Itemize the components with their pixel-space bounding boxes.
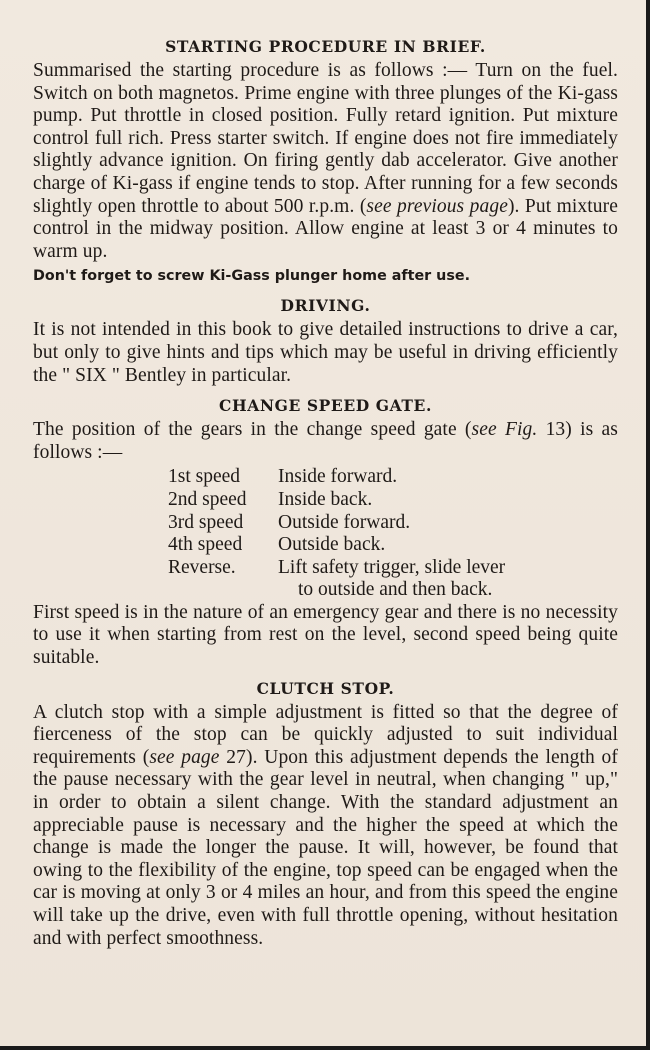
starting-ref: see previous page xyxy=(366,195,508,217)
kigass-note: Don't forget to screw Ki-Gass plunger home after use. xyxy=(33,268,470,285)
gate-fig-ref: see Fig. xyxy=(471,419,538,441)
gear-desc: Inside back. xyxy=(278,488,373,510)
gear-row xyxy=(33,534,618,557)
driving-paragraph: It is not intended in this book to give detailed instructions to drive a car, but only to give hints and tips which may be useful in driving efficiently the " SIX " Bentley in particular. xyxy=(33,319,618,386)
gate-after-paragraph: First speed is in the nature of an emergency gear and there is no necessity to use it when starting from rest on the level, second speed being quite suitable. xyxy=(33,601,618,669)
gear-name: 3rd speed xyxy=(168,511,244,533)
page-content xyxy=(33,34,618,950)
gear-name: 2nd speed xyxy=(168,488,247,510)
gear-name: 4th speed xyxy=(168,534,243,556)
section-title-gate: CHANGE SPEED GATE. xyxy=(219,396,432,416)
section-title-clutch: CLUTCH STOP. xyxy=(256,678,395,698)
clutch-body-end: 27). Upon this adjustment depends the length of the pause necessary with the gear level in neutral, when changing " up," in order to obtain a silent change. With the standard adjustment an appreciable pause is necessary and the higher the speed at which the change is made the longer the pause. It will, however, be found that owing to the flexibility of the engine, top speed can be engaged when the car is moving at only 3 or 4 miles an hour, and from this speed the engine will take up the drive, even with full throttle opening, without hesitation and with perfect smoothness. xyxy=(33,746,618,949)
gear-desc: Outside forward. xyxy=(278,511,411,533)
gear-row xyxy=(33,557,618,580)
section-title-starting: STARTING PROCEDURE IN BRIEF. xyxy=(165,37,486,56)
gate-intro xyxy=(33,419,618,464)
section-title-driving: DRIVING. xyxy=(280,296,371,316)
gear-desc: Lift safety trigger, slide lever xyxy=(278,556,506,578)
gear-table xyxy=(33,466,618,602)
gear-name: 1st speed xyxy=(168,466,241,488)
starting-paragraph xyxy=(33,60,618,263)
gear-desc: Inside forward. xyxy=(278,466,398,488)
gear-name: Reverse. xyxy=(168,556,236,578)
clutch-paragraph xyxy=(33,702,618,951)
starting-body-end: ). Put mixture control in the midway position. Allow engine at least 3 or 4 minutes to warm up. xyxy=(33,195,618,262)
gear-row xyxy=(33,466,618,489)
reverse-continuation: to outside and then back. xyxy=(298,579,493,601)
gear-row xyxy=(33,512,618,535)
gear-desc: Outside back. xyxy=(278,534,386,556)
gate-intro-end: 13) is as follows :— xyxy=(33,419,618,463)
clutch-page-ref: see page xyxy=(149,746,220,768)
gate-intro-text: The position of the gears in the change speed gate ( xyxy=(33,419,472,441)
clutch-body: A clutch stop with a simple adjustment is fitted so that the degree of fierceness of the stop can be quickly adjusted to suit individual requirements ( xyxy=(33,701,618,768)
starting-body: Summarised the starting procedure is as follows :— Turn on the fuel. Switch on both magnetos. Prime engine with three plunges of the Ki-gass pump. Put throttle in closed position. Fully retard ignition. Put mixture control full rich. Press starter switch. If engine does not fire immediately slightly advance ignition. On firing gently dab accelerator. Give another charge of Ki-gass if engine tends to stop. After running for a few seconds slightly open throttle to about 500 r.p.m. ( xyxy=(33,60,618,217)
gear-row xyxy=(33,489,618,512)
